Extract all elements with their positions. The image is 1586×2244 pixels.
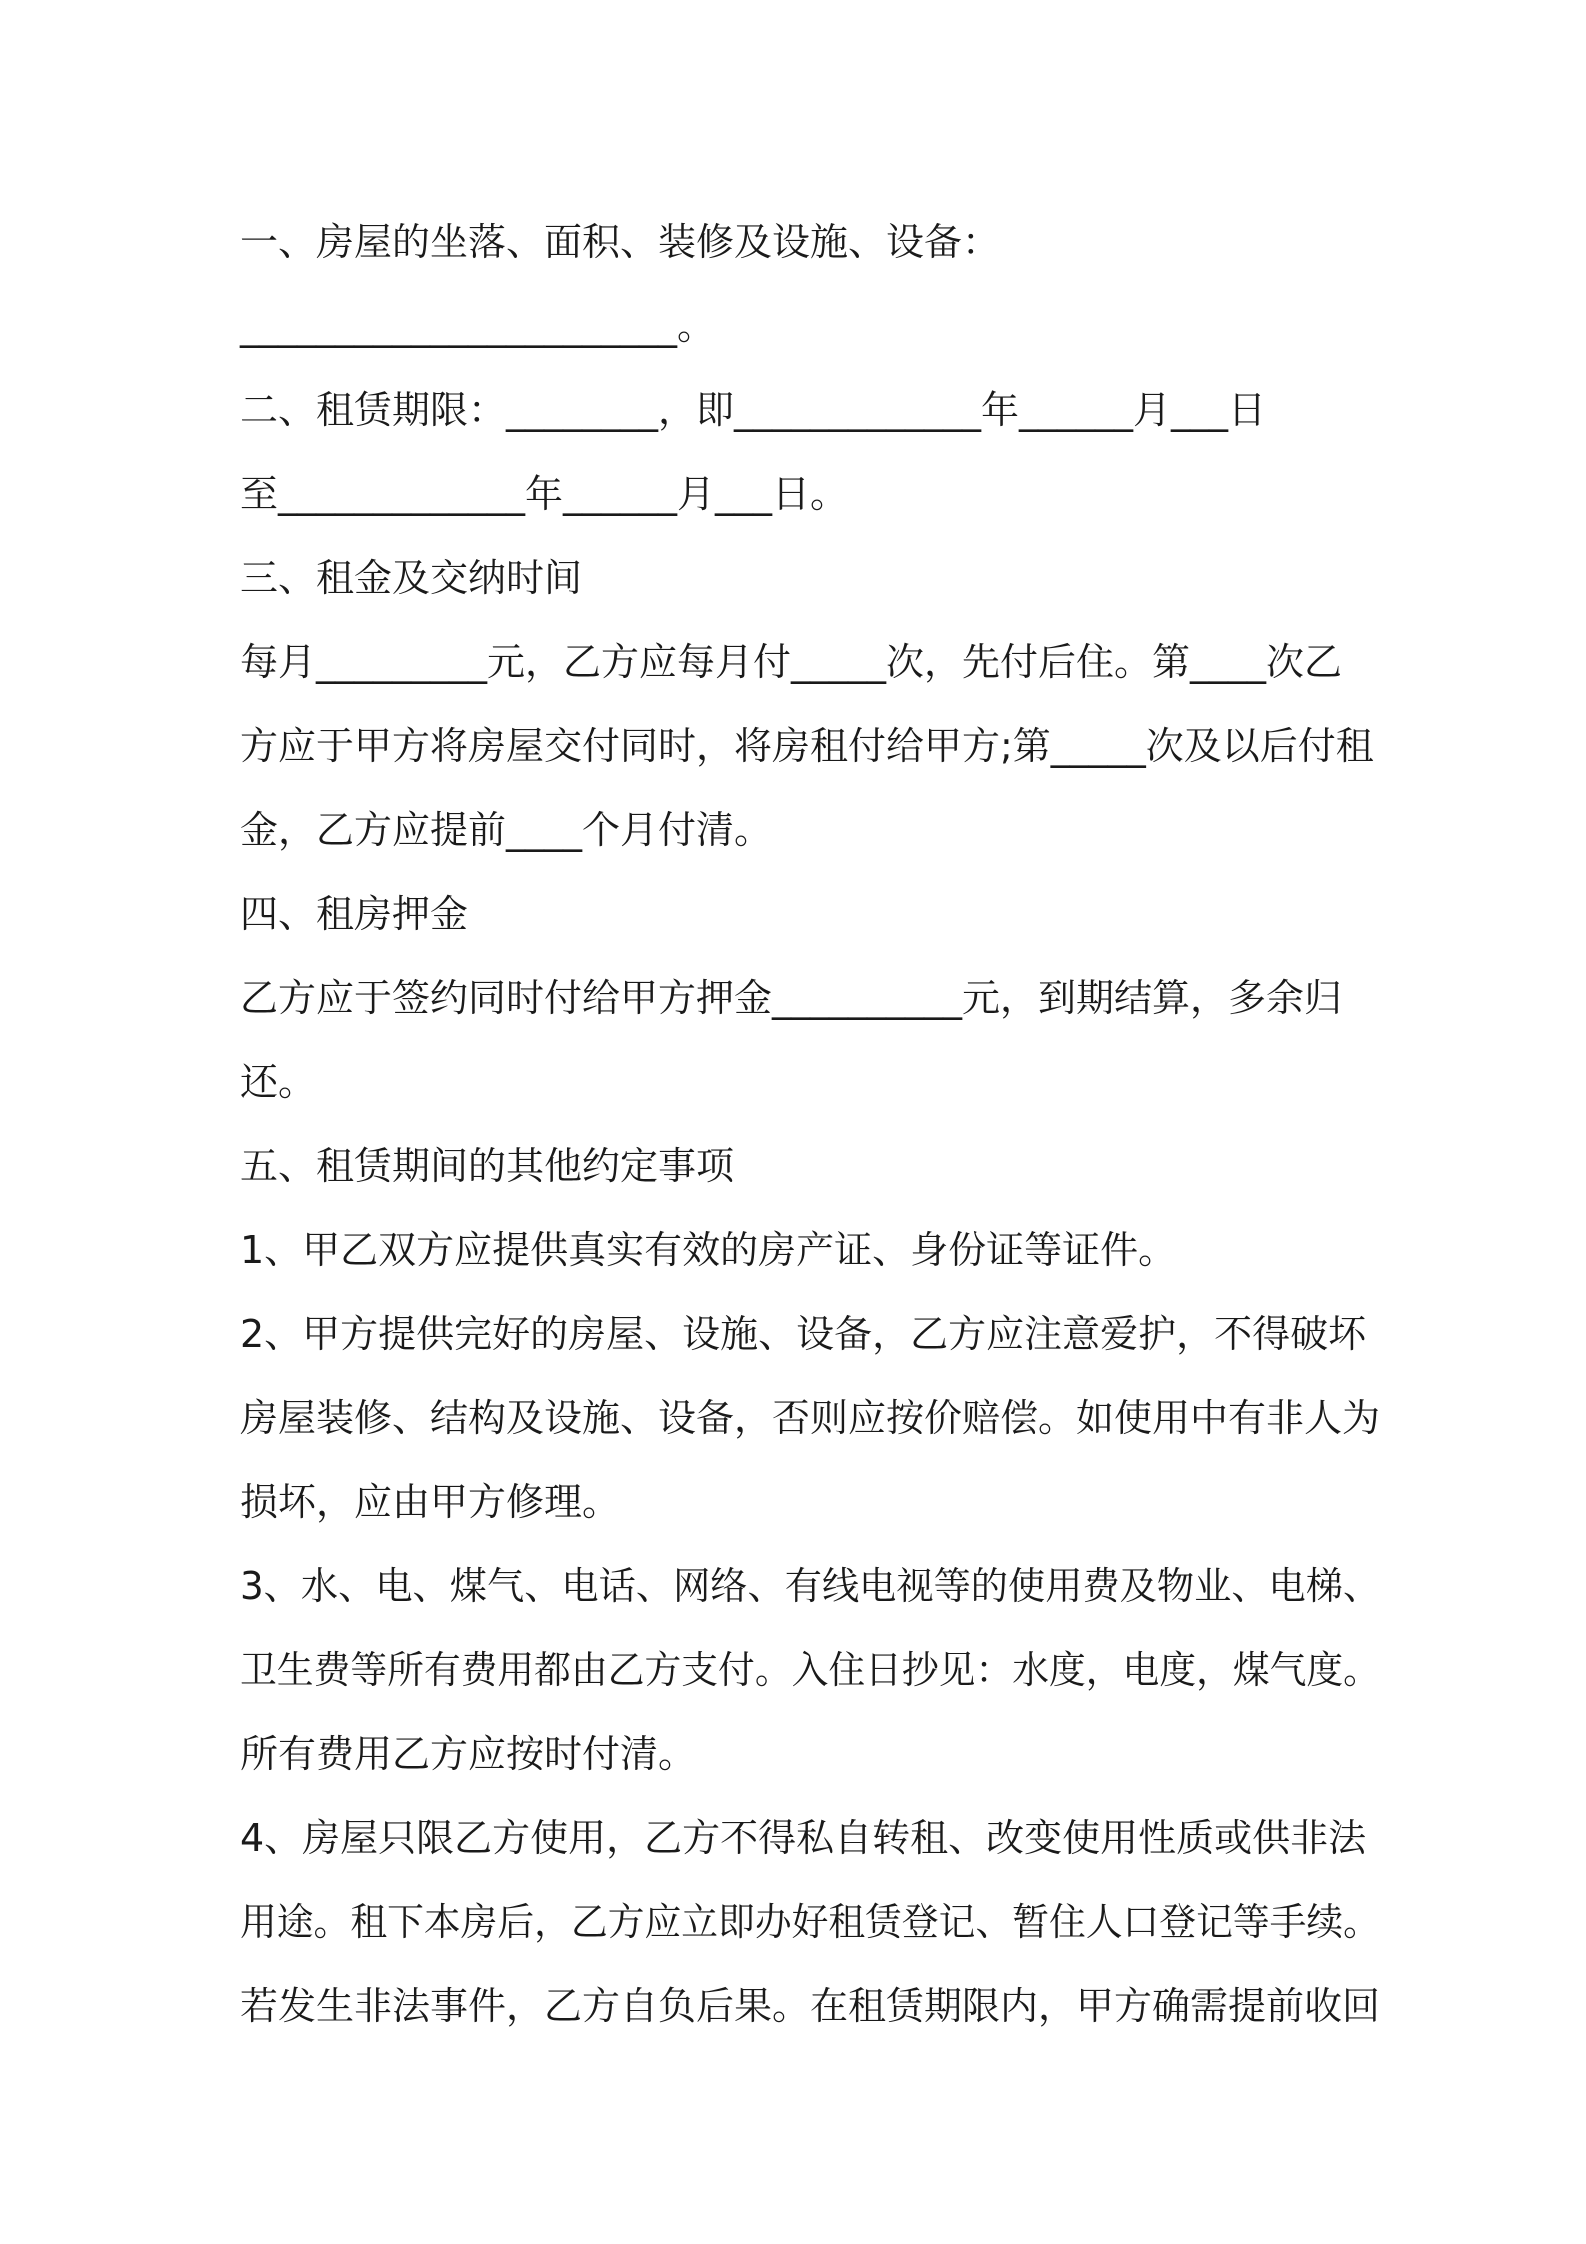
section-3-paragraph-line-3: 金，乙方应提前____个月付清。 [240, 808, 773, 852]
clause-2-line-1: 2、甲方提供完好的房屋、设施、设备，乙方应注意爱护，不得破坏 [240, 1312, 1367, 1356]
clause-3-line-2: 卫生费等所有费用都由乙方支付。入住日抄见：水度，电度，煤气度。 [240, 1648, 1380, 1692]
clause-4-line-2: 用途。租下本房后，乙方应立即办好租赁登记、暂住人口登记等手续。 [240, 1900, 1380, 1944]
section-3-paragraph-line-2: 方应于甲方将房屋交付同时，将房租付给甲方;第_____次及以后付租 [240, 724, 1374, 768]
clause-3-line-3: 所有费用乙方应按时付清。 [240, 1732, 697, 1776]
clause-4-line-1: 4、房屋只限乙方使用，乙方不得私自转租、改变使用性质或供非法 [240, 1816, 1367, 1860]
section-4-heading: 四、租房押金 [240, 892, 469, 936]
clause-4-line-3: 若发生非法事件，乙方自负后果。在租赁期限内，甲方确需提前收回 [240, 1984, 1381, 2028]
section-4-paragraph-line-2: 还。 [240, 1060, 317, 1104]
clause-1: 1、甲乙双方应提供真实有效的房产证、身份证等证件。 [240, 1228, 1177, 1272]
section-3-paragraph-line-1: 每月_________元，乙方应每月付_____次，先付后住。第____次乙 [240, 640, 1343, 684]
section-1-blank-line: _______________________。 [240, 304, 716, 348]
contract-body [240, 200, 1380, 2048]
clause-2-line-3: 损坏，应由甲方修理。 [240, 1480, 621, 1524]
section-2-lease-term: 二、租赁期限：________，即_____________年______月___日 [240, 388, 1267, 432]
section-4-paragraph-line-1: 乙方应于签约同时付给甲方押金__________元，到期结算，多余归 [240, 976, 1343, 1020]
clause-3-line-1: 3、水、电、煤气、电话、网络、有线电视等的使用费及物业、电梯、 [240, 1564, 1381, 1608]
clause-2-line-2: 房屋装修、结构及设施、设备，否则应按价赔偿。如使用中有非人为 [240, 1396, 1381, 1440]
section-5-heading: 五、租赁期间的其他约定事项 [240, 1144, 735, 1188]
section-1-heading: 一、房屋的坐落、面积、装修及设施、设备： [240, 220, 1001, 264]
section-3-heading: 三、租金及交纳时间 [240, 556, 583, 600]
section-2-lease-term-end: 至_____________年______月___日。 [240, 472, 849, 516]
